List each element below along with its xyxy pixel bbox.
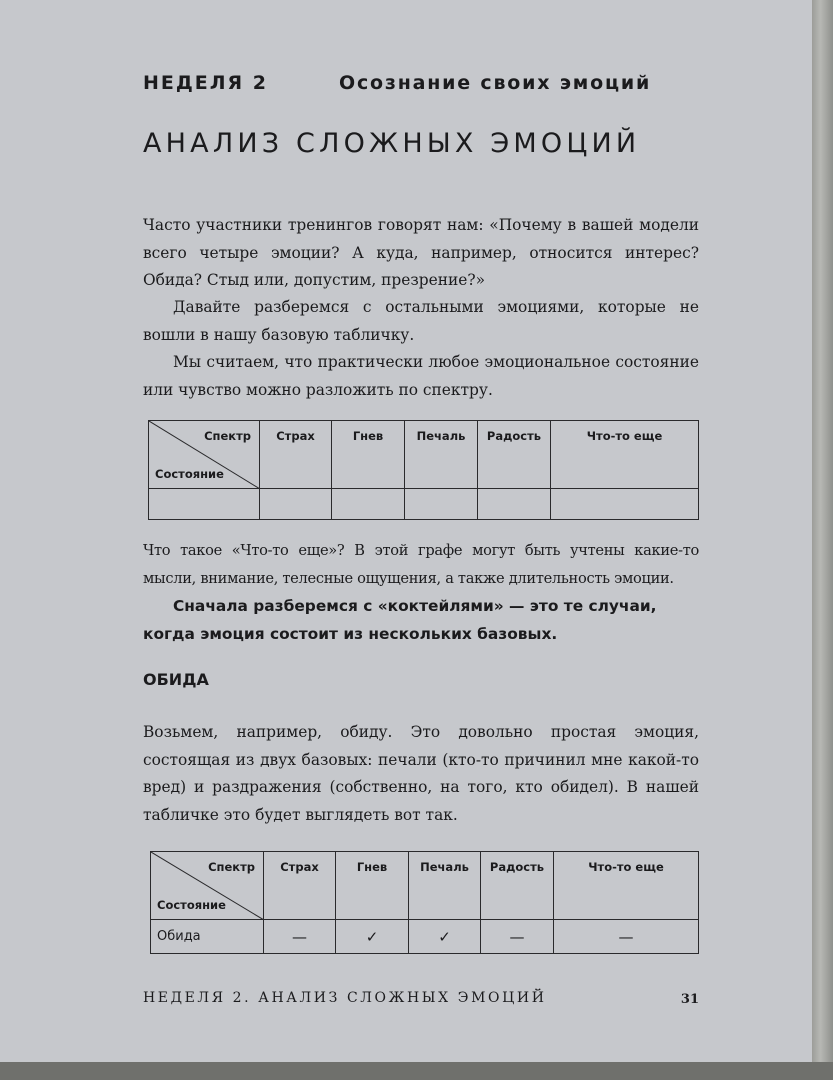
spectrum-table-empty: [148, 420, 699, 520]
page-number: 31: [680, 992, 699, 1007]
running-head-week: НЕДЕЛЯ 2: [143, 72, 269, 94]
cell-sadness-value: ✓: [409, 920, 481, 954]
paragraph-intro: Часто участники тренингов говорят нам: «Почему в вашей модели всего четыре эмоции? А куда, например, относится интерес? Обида? Стыд или, допустим, презрение?»: [143, 216, 699, 289]
page-title: АНАЛИЗ СЛОЖНЫХ ЭМОЦИЙ: [143, 128, 641, 159]
paragraph-cocktails-bold: Сначала разберемся с «коктейлями» — это те случаи, когда эмоция состоит из нескольких базовых.: [143, 597, 657, 643]
running-head-topic: Осознание своих эмоций: [339, 72, 652, 94]
footer-running-title: НЕДЕЛЯ 2. АНАЛИЗ СЛОЖНЫХ ЭМОЦИЙ: [143, 990, 547, 1006]
column-header-sadness: Печаль: [405, 421, 478, 489]
table-cell: [405, 489, 478, 520]
table-row: [151, 920, 699, 954]
column-header-anger: Гнев: [336, 852, 409, 920]
column-header-joy: Радость: [481, 852, 554, 920]
table-corner-cell: [151, 852, 264, 920]
corner-label-state: Состояние: [155, 467, 224, 481]
column-header-other: Что-то еще: [551, 421, 699, 489]
row-label-resentment: Обида: [151, 920, 264, 954]
table-cell: [260, 489, 332, 520]
cell-fear-value: —: [264, 920, 336, 954]
cell-joy-value: —: [481, 920, 554, 954]
column-header-fear: Страх: [264, 852, 336, 920]
page-footer: [143, 990, 699, 1006]
table-cell: [478, 489, 551, 520]
page-edge: [812, 0, 833, 1062]
table-corner-cell: [149, 421, 260, 489]
section-heading: ОБИДА: [143, 670, 209, 689]
paragraph-lets-sort: Давайте разберемся с остальными эмоциями, которые не вошли в нашу базовую табличку.: [143, 298, 699, 344]
paragraph-something-else: Что такое «Что-то еще»? В этой графе могут быть учтены какие-то мысли, внимание, телесные ощущения, а также длительность эмоции.: [143, 542, 699, 587]
column-header-joy: Радость: [478, 421, 551, 489]
cell-other-value: —: [554, 920, 699, 954]
table-cell: [551, 489, 699, 520]
corner-label-state: Состояние: [157, 898, 226, 912]
table-cell: [332, 489, 405, 520]
corner-label-spectrum: Спектр: [208, 860, 255, 874]
paragraph-spectrum: Мы считаем, что практически любое эмоциональное состояние или чувство можно разложить по спектру.: [143, 353, 699, 399]
paragraph-resentment: Возьмем, например, обиду. Это довольно простая эмоция, состоящая из двух базовых: печали (кто-то причинил мне какой-то вред) и раздражения (собственно, на того, кто обидел). В нашей табличке это будет выглядеть вот так.: [143, 723, 699, 824]
cell-anger-value: ✓: [336, 920, 409, 954]
column-header-anger: Гнев: [332, 421, 405, 489]
column-header-fear: Страх: [260, 421, 332, 489]
column-header-other: Что-то еще: [554, 852, 699, 920]
table-cell: [149, 489, 260, 520]
corner-label-spectrum: Спектр: [204, 429, 251, 443]
column-header-sadness: Печаль: [409, 852, 481, 920]
spectrum-table-resentment: [150, 851, 699, 954]
table-surface: [0, 1062, 833, 1080]
table-row: [149, 489, 699, 520]
